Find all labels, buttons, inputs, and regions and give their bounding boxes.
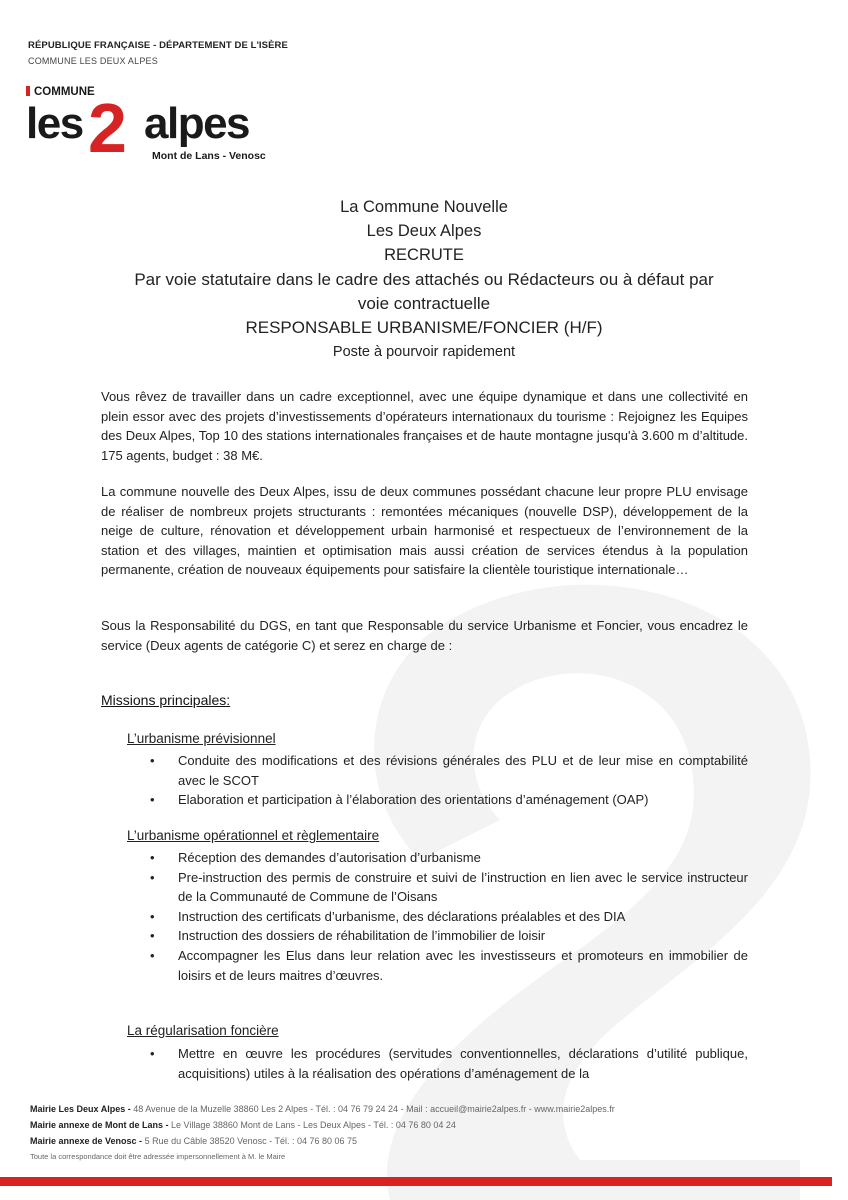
commune-label: COMMUNE LES DEUX ALPES [28,56,158,66]
footer-red-bar [0,1177,832,1186]
title-line-4: Par voie statutaire dans le cadre des attachés ou Rédacteurs ou à défaut par [134,269,714,289]
logo-subtitle: Mont de Lans - Venosc [152,150,266,162]
list-urbanisme-operationnel [150,848,748,985]
list-item: • Elaboration et participation à l’élaboration des orientations d’aménagement (OAP) [150,790,748,810]
list-item: • Pre-instruction des permis de construire et suivi de l’instruction en lien avec le service instructeur de la Communauté de Commune de l’Oisans [150,868,748,907]
republic-label: RÉPUBLIQUE FRANÇAISE - DÉPARTEMENT DE L'ISÈRE [28,40,288,51]
section-regularisation-fonciere: La régularisation foncière [127,1023,279,1038]
title-line-1: La Commune Nouvelle [340,198,508,216]
list-item: • Instruction des dossiers de réhabilitation de l’immobilier de loisir [150,926,748,946]
logo-les: les [26,99,83,148]
list-item: • Réception des demandes d’autorisation d’urbanisme [150,848,748,868]
intro-paragraph-2: La commune nouvelle des Deux Alpes, issu de deux communes possédant chacune leur propre PLU envisage de réaliser de nombreux projets structurants : remontées mécaniques (nouvelle DSP), développement de la neige de culture, rénovation et développement urbain harmonisé et respectueux de l’environnement de la station et des villages, maintien et optimisation mais aussi création de services étendus à la population permanente, création de nouveaux équipements pour satisfaire la clientèle touristique internationale… [101,484,748,577]
position-title: RESPONSABLE URBANISME/FONCIER (H/F) [245,318,603,338]
letterhead [28,40,288,66]
footer-line-mont-de-lans: Mairie annexe de Mont de Lans - Le Village 38860 Mont de Lans - Les Deux Alpes - Tél. : 04 76 80 04 24 [30,1120,456,1130]
list-item: • Accompagner les Elus dans leur relation avec les investisseurs et promoteurs en immobilier de loisirs et de leurs maitres d’œuvres. [150,946,748,985]
section-urbanisme-operationnel: L’urbanisme opérationnel et règlementaire [127,828,380,843]
job-title-block [80,195,768,364]
intro-paragraph-3: Sous la Responsabilité du DGS, en tant que Responsable du service Urbanisme et Foncier, vous encadrez le service (Deux agents de catégorie C) et serez en charge de : [101,618,748,653]
commune-logo [26,80,286,168]
footer-contacts [30,1101,615,1165]
list-regularisation-fonciere [150,1044,748,1083]
missions-heading: Missions principales: [101,692,231,708]
logo-alpes: alpes [144,99,250,148]
section-urbanisme-previsionnel: L’urbanisme prévisionnel [127,731,276,746]
intro-paragraph-1: Vous rêvez de travailler dans un cadre exceptionnel, avec une équipe dynamique et dans une collectivité en plein essor avec des projets d’investissements d’opérateurs internationaux du tourisme : Rejoignez les Equipes des Deux Alpes, Top 10 des stations internationales françaises et de haute montagne jusqu'à 3.600 m d’altitude. 175 agents, budget : 38 M€. [101,389,748,463]
footer-note: Toute la correspondance doit être adressée impersonnellement à M. le Maire [30,1152,286,1161]
title-line-3: RECRUTE [384,246,464,265]
footer-line-main: Mairie Les Deux Alpes - 48 Avenue de la Muzelle 38860 Les 2 Alpes - Tél. : 04 76 79 24 24 - Mail : accueil@mairie2alpes.fr - www.mairie2alpes.fr [30,1104,615,1114]
footer-line-venosc: Mairie annexe de Venosc - 5 Rue du Câble 38520 Venosc - Tél. : 04 76 80 06 75 [30,1136,358,1146]
logo-two: 2 [88,89,127,167]
title-line-2: Les Deux Alpes [366,222,482,241]
list-urbanisme-previsionnel [150,751,748,810]
list-item: • Conduite des modifications et des révisions générales des PLU et de leur mise en comptabilité avec le SCOT [150,751,748,790]
list-item: • Mettre en œuvre les procédures (servitudes conventionnelles, déclarations d’utilité publique, acquisitions) utiles à la réalisation des opérations d’aménagement de la [150,1044,748,1083]
availability-note: Poste à pourvoir rapidement [332,344,516,361]
logo-commune-label: COMMUNE [34,86,95,98]
logo-red-square [26,86,30,96]
list-item: • Instruction des certificats d’urbanisme, des déclarations préalables et des DIA [150,907,748,927]
title-line-5: voie contractuelle [357,293,491,313]
